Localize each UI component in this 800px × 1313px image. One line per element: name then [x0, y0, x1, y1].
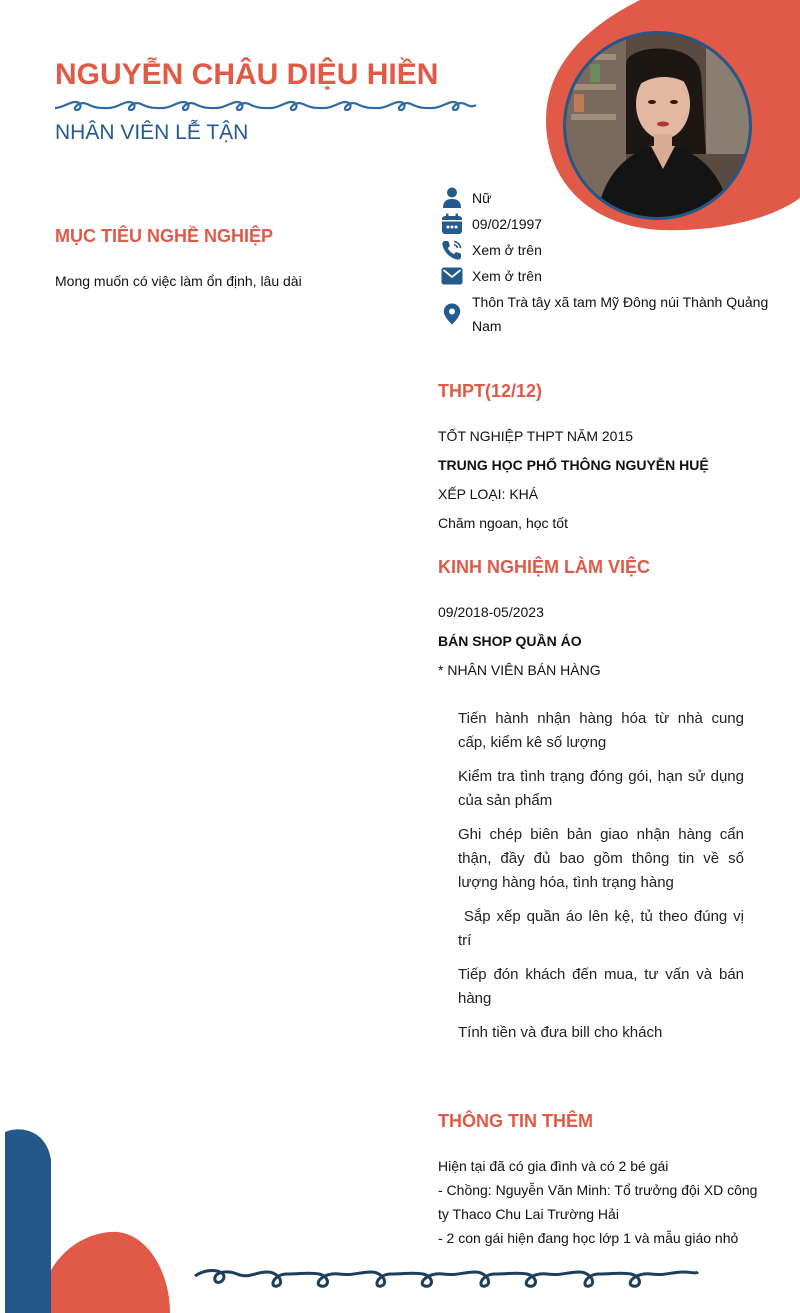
job-title: NHÂN VIÊN LỄ TẬN	[55, 121, 249, 144]
education-graduation: TỐT NGHIỆP THPT NĂM 2015	[438, 428, 634, 444]
experience-heading: KINH NGHIỆM LÀM VIỆC	[438, 557, 651, 577]
objective-heading: MỤC TIÊU NGHỀ NGHIỆP	[55, 226, 274, 246]
contact-address	[440, 290, 780, 338]
phone-icon	[440, 238, 464, 262]
gender-value: Nữ	[472, 190, 492, 206]
education-note: Chăm ngoan, học tốt	[438, 515, 568, 531]
duty-item: Sắp xếp quần áo lên kệ, tủ theo đúng vị trí	[458, 908, 749, 949]
experience-company: BÁN SHOP QUẦN ÁO	[438, 633, 582, 649]
bottom-left-coral-shape	[40, 1232, 170, 1313]
profile-photo	[563, 31, 752, 220]
additional-info-line: - 2 con gái hiện đang học lớp 1 và mẫu giáo nhỏ	[438, 1230, 739, 1246]
duty-item: Ghi chép biên bản giao nhận hàng cẩn thận, đầy đủ bao gồm thông tin về số lượng hàng hóa, tình trạng hàng	[458, 826, 744, 891]
location-pin-icon	[440, 290, 464, 338]
name-underline-squiggle	[53, 96, 478, 116]
contact-birthdate	[440, 212, 542, 236]
person-icon	[440, 186, 464, 210]
duty-item: Tiến hành nhận hàng hóa từ nhà cung cấp, kiểm kê số lượng	[458, 710, 744, 751]
additional-info-line: Hiện tại đã có gia đình và có 2 bé gái	[438, 1158, 669, 1174]
education-heading: THPT(12/12)	[438, 381, 543, 401]
duty-item: Tiếp đón khách đến mua, tư vấn và bán hàng	[458, 966, 744, 1007]
email-value: Xem ở trên	[472, 268, 542, 284]
birthdate-value: 09/02/1997	[472, 216, 543, 232]
duty-item: Kiểm tra tình trạng đóng gói, hạn sử dụng của sản phẩm	[458, 768, 744, 809]
calendar-icon	[440, 212, 464, 236]
bottom-left-blue-bar	[5, 1129, 51, 1313]
additional-info-line: - Chồng: Nguyễn Văn Minh: Tổ trưởng đội XD công ty Thaco Chu Lai Trường Hải	[438, 1182, 758, 1222]
duty-item: Tính tiền và đưa bill cho khách	[458, 1024, 663, 1041]
education-rank: XẾP LOẠI: KHÁ	[438, 486, 539, 502]
objective-text: Mong muốn có việc làm ổn định, lâu dài	[55, 273, 302, 289]
experience-period: 09/2018-05/2023	[438, 604, 544, 620]
email-icon	[440, 264, 464, 288]
experience-position: * NHÂN VIÊN BÁN HÀNG	[438, 662, 601, 678]
contact-gender	[440, 186, 491, 210]
phone-value: Xem ở trên	[472, 242, 542, 258]
education-school: TRUNG HỌC PHỔ THÔNG NGUYỄN HUỆ	[438, 457, 709, 473]
bottom-squiggle-decoration	[193, 1262, 701, 1296]
contact-email	[440, 264, 542, 288]
experience-duties	[458, 707, 749, 1055]
address-value: Thôn Trà tây xã tam Mỹ Đông núi Thành Quảng Nam	[472, 294, 769, 334]
contact-phone	[440, 238, 542, 262]
additional-info-heading: THÔNG TIN THÊM	[438, 1111, 593, 1131]
candidate-name: NGUYỄN CHÂU DIỆU HIỀN	[55, 58, 439, 91]
